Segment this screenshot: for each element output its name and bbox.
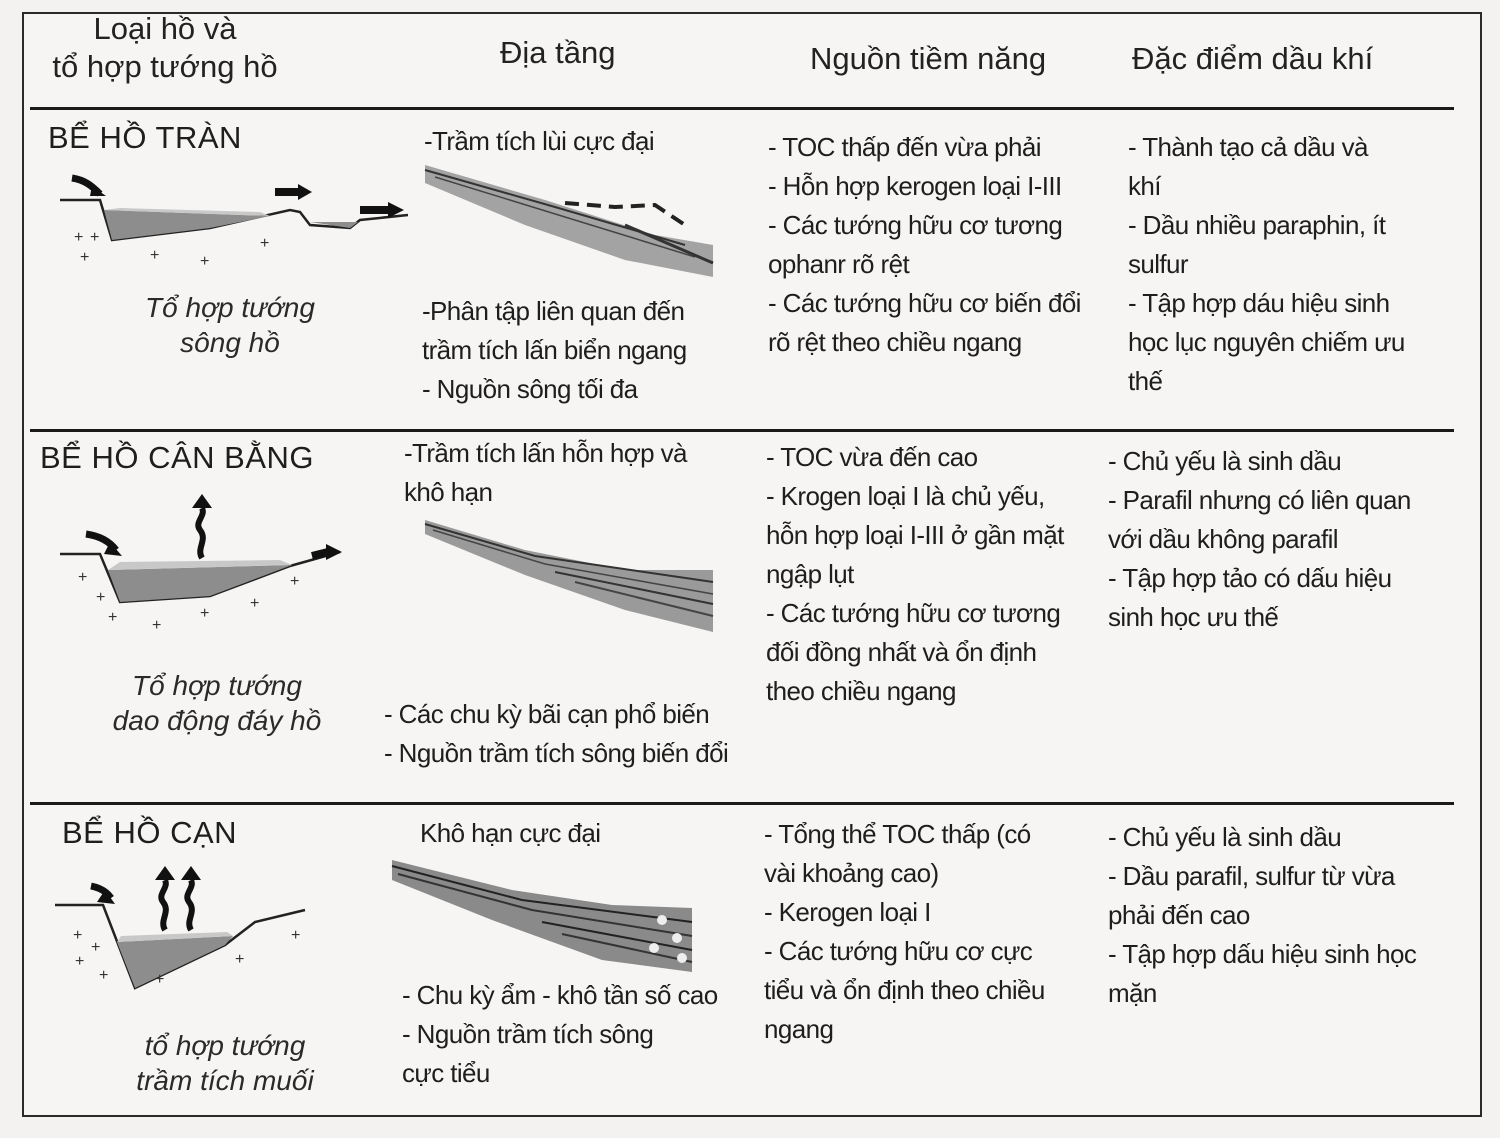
- row3-title: BỂ HỒ CẠN: [62, 815, 238, 850]
- row2-source: [766, 438, 1064, 711]
- row1-caption-line1: Tổ hợp tướng: [145, 292, 315, 323]
- svg-text:+: +: [291, 927, 301, 944]
- row3-source: [764, 815, 1045, 1049]
- svg-text:+: +: [260, 235, 270, 252]
- svg-text:+: +: [155, 971, 165, 988]
- row1-petroleum-line4: sulfur: [1128, 249, 1188, 279]
- row1-source-line3: - Các tướng hữu cơ tương: [768, 210, 1063, 240]
- row3-strat-sketch: [392, 860, 697, 975]
- row3-caption-line1: tổ hợp tướng: [144, 1030, 306, 1061]
- header-source-potential: Nguồn tiềm năng: [810, 41, 1047, 76]
- header-lake-type-line1: Loại hồ và: [93, 11, 237, 46]
- header-divider: [30, 107, 1454, 110]
- row3-petroleum: [1108, 818, 1416, 1013]
- header-lake-type: [40, 10, 290, 86]
- svg-text:+: +: [150, 247, 160, 264]
- row1-strat-sketch: [425, 165, 715, 280]
- row2-strat-top-line1: -Trầm tích lấn hỗn hợp và: [404, 438, 687, 468]
- svg-text:+: +: [80, 249, 90, 266]
- row1-source: [768, 128, 1081, 362]
- row3-petroleum-line5: mặn: [1108, 978, 1157, 1008]
- row2-petroleum-line3: với dầu không parafil: [1108, 524, 1338, 554]
- svg-text:+: +: [78, 569, 88, 586]
- svg-text:+: +: [200, 605, 210, 622]
- svg-text:+: +: [73, 927, 83, 944]
- row1-source-line1: - TOC thấp đến vừa phải: [768, 132, 1041, 162]
- row3-caption-line2: trầm tích muối: [136, 1065, 314, 1096]
- header-petroleum-characteristics: Đặc điểm dầu khí: [1132, 41, 1374, 76]
- row1-petroleum-line1: - Thành tạo cả dầu và: [1128, 132, 1368, 162]
- row1-source-line5: - Các tướng hữu cơ biến đổi: [768, 288, 1081, 318]
- row2-strat-top: [404, 434, 687, 512]
- row3-petroleum-line1: - Chủ yếu là sinh dầu: [1108, 822, 1342, 852]
- row3-lake-sketch: [55, 860, 315, 1000]
- row3-source-line5: tiểu và ổn định theo chiều: [764, 975, 1045, 1005]
- row1-strat-top-line1: -Trầm tích lùi cực đại: [424, 126, 655, 156]
- row2-source-line2: - Krogen loại I là chủ yếu,: [766, 481, 1045, 511]
- row2-title: BỂ HỒ CÂN BẰNG: [40, 440, 314, 475]
- row2-source-line5: - Các tướng hữu cơ tương: [766, 598, 1061, 628]
- row3-source-line4: - Các tướng hữu cơ cực: [764, 936, 1033, 966]
- svg-text:+: +: [108, 609, 118, 626]
- row1-strat-bottom: [422, 292, 687, 409]
- row3-source-line1: - Tổng thể TOC thấp (có: [764, 819, 1031, 849]
- row2-petroleum-line2: - Parafil nhưng có liên quan: [1108, 485, 1411, 515]
- row1-strat-bottom-line2: trầm tích lấn biển ngang: [422, 335, 687, 365]
- svg-text:+: +: [200, 253, 210, 270]
- svg-text:+: +: [99, 967, 109, 984]
- row3-strat-bottom-line3: cực tiểu: [402, 1058, 490, 1088]
- row1-strat-bottom-line1: -Phân tập liên quan đến: [422, 296, 685, 326]
- svg-text:+: +: [91, 939, 101, 956]
- row1-strat-top: [424, 122, 654, 161]
- row1-petroleum-line2: khí: [1128, 171, 1161, 201]
- row1-lake-sketch: [60, 170, 420, 280]
- svg-text:+: +: [90, 229, 100, 246]
- row3-strat-top-line1: Khô hạn cực đại: [420, 818, 601, 848]
- row-divider-2: [30, 802, 1454, 805]
- row3-petroleum-line3: phải đến cao: [1108, 900, 1250, 930]
- row3-strat-bottom-line2: - Nguồn trầm tích sông: [402, 1019, 654, 1049]
- row2-caption: [92, 668, 342, 738]
- row3-petroleum-line2: - Dầu parafil, sulfur từ vừa: [1108, 861, 1395, 891]
- row2-strat-bottom-line1: - Các chu kỳ bãi cạn phổ biến: [384, 699, 710, 729]
- row1-caption-line2: sông hồ: [180, 327, 280, 358]
- row2-source-line6: đối đồng nhất và ổn định: [766, 637, 1037, 667]
- row3-strat-bottom: [402, 976, 718, 1093]
- row2-lake-sketch: [60, 490, 350, 640]
- row3-source-line6: ngang: [764, 1014, 834, 1044]
- row3-strat-bottom-line1: - Chu kỳ ẩm - khô tần số cao: [402, 980, 718, 1010]
- row3-petroleum-line4: - Tập hợp dấu hiệu sinh học: [1108, 939, 1417, 969]
- row2-petroleum-line5: sinh học ưu thế: [1108, 602, 1279, 632]
- row2-strat-bottom: [384, 695, 728, 773]
- svg-text:+: +: [74, 229, 84, 246]
- svg-text:+: +: [235, 951, 245, 968]
- row-divider-1: [30, 429, 1454, 432]
- row1-petroleum-line5: - Tập hợp dáu hiệu sinh: [1128, 288, 1390, 318]
- row1-petroleum-line6: học lục nguyên chiếm ưu: [1128, 327, 1405, 357]
- row1-source-line4: ophanr rõ rệt: [768, 249, 910, 279]
- row3-source-line3: - Kerogen loại I: [764, 897, 931, 927]
- row2-strat-sketch: [425, 520, 715, 635]
- row2-source-line3: hỗn hợp loại I-III ở gần mặt: [766, 520, 1064, 550]
- row2-petroleum-line1: - Chủ yếu là sinh dầu: [1108, 446, 1342, 476]
- row2-source-line1: - TOC vừa đến cao: [766, 442, 978, 472]
- svg-text:+: +: [250, 595, 260, 612]
- row3-strat-top: [420, 814, 600, 853]
- row1-petroleum-line7: thế: [1128, 366, 1163, 396]
- row1-petroleum: [1128, 128, 1405, 401]
- row2-strat-bottom-line2: - Nguồn trầm tích sông biến đổi: [384, 738, 729, 768]
- row1-source-line2: - Hỗn hợp kerogen loại I-III: [768, 171, 1062, 201]
- row2-source-line7: theo chiều ngang: [766, 676, 956, 706]
- svg-text:+: +: [152, 617, 162, 634]
- row2-caption-line1: Tổ hợp tướng: [132, 670, 302, 701]
- row1-petroleum-line3: - Dầu nhiều paraphin, ít: [1128, 210, 1386, 240]
- row2-strat-top-line2: khô hạn: [404, 477, 493, 507]
- row1-strat-bottom-line3: - Nguồn sông tối đa: [422, 374, 638, 404]
- svg-text:+: +: [96, 589, 106, 606]
- svg-text:+: +: [75, 953, 85, 970]
- header-lake-type-line2: tổ hợp tướng hồ: [52, 49, 278, 84]
- row3-caption: [100, 1028, 350, 1098]
- row2-petroleum-line4: - Tập hợp tảo có dấu hiệu: [1108, 563, 1392, 593]
- row1-caption: [110, 290, 350, 360]
- row2-caption-line2: dao động đáy hồ: [112, 705, 322, 736]
- row1-title: BỂ HỒ TRÀN: [48, 120, 242, 155]
- row2-petroleum: [1108, 442, 1411, 637]
- header-stratigraphy: Địa tầng: [500, 35, 616, 70]
- svg-text:+: +: [290, 573, 300, 590]
- row1-source-line6: rõ rệt theo chiều ngang: [768, 327, 1022, 357]
- row2-source-line4: ngập lụt: [766, 559, 854, 589]
- row3-source-line2: vài khoảng cao): [764, 858, 939, 888]
